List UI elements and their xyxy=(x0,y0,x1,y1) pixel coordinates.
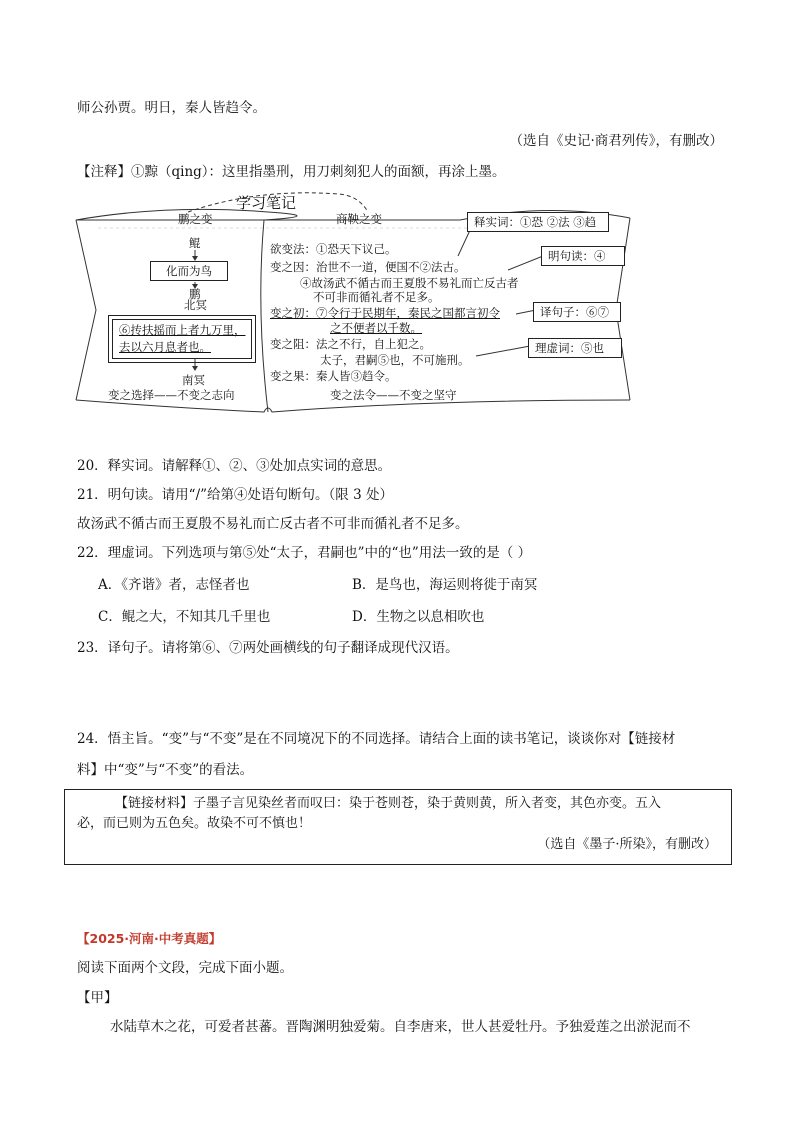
beiming-label: 北冥 xyxy=(184,298,207,312)
link-line-2: 必，而已则为五色矣。故染不可不慎也！ xyxy=(77,816,312,831)
kun-label: 鲲 xyxy=(189,236,201,250)
question-24-line-2: 料】中“变”与“不变”的看法。 xyxy=(77,762,254,778)
passage-source: （选自《史记·商君列传》，有删改） xyxy=(509,133,723,149)
quote-box xyxy=(108,315,256,363)
link-line-1: 【链接材料】子墨子言见染丝者而叹曰：染于苍则苍，染于黄则黄，所入者变，其色亦变。五入 xyxy=(115,796,662,811)
transform-box: 化而为鸟 xyxy=(150,261,228,281)
link-material-box xyxy=(64,789,732,865)
nanming-label: 南冥 xyxy=(182,373,205,387)
option-b[interactable]: B．是鸟也，海运则将徙于南冥 xyxy=(352,577,538,593)
passage-jia-label: 【甲】 xyxy=(77,990,118,1006)
study-notebook-figure xyxy=(68,190,648,420)
right-line-6: 之不便者以千数。 xyxy=(330,321,422,335)
question-20: 20．释实词。请解释①、②、③处加点实词的意思。 xyxy=(77,458,392,474)
passage-last-line: 师公孙贾。明日，秦人皆趋令。 xyxy=(77,100,266,116)
annotation-note: 【注释】①黥（qing）：这里指墨刑，用刀刺刻犯人的面额，再涂上墨。 xyxy=(77,164,506,180)
callout-yijuzi: 译句子：⑥⑦ xyxy=(533,302,621,322)
option-c[interactable]: C．鲲之大，不知其几千里也 xyxy=(98,609,271,625)
question-21-text: 故汤武不循古而王夏殷不易礼而亡反古者不可非而循礼者不足多。 xyxy=(77,516,469,532)
notebook-title: 学习笔记 xyxy=(236,194,297,212)
callout-judou: 明句读：④ xyxy=(541,246,625,266)
peng-label: 鹏 xyxy=(189,287,201,301)
right-line-2: 变之因：治世不一道，便国不②法古。 xyxy=(270,260,466,274)
question-22: 22．理虚词。下列选项与第⑤处“太子，君嗣也”中的“也”用法一致的是（ ） xyxy=(77,545,532,561)
callout-xuci: 理虚词：⑤也 xyxy=(528,338,622,358)
right-line-7: 变之阻：法之不行，自上犯之。 xyxy=(270,337,431,351)
section-instruction: 阅读下面两个文段，完成下面小题。 xyxy=(77,960,293,976)
callout-shici: 释实词：①恐 ②法 ③趋 xyxy=(467,212,609,232)
right-line-4: 不可非而循礼者不足多。 xyxy=(313,290,440,304)
quote-line-1: ⑥抟扶摇而上者九万里， xyxy=(119,323,246,337)
option-d[interactable]: D．生物之以息相吹也 xyxy=(352,609,485,625)
link-source: （选自《墨子·所染》，有删改） xyxy=(537,837,717,852)
right-line-1: 欲变法：①恐天下议己。 xyxy=(270,242,397,256)
exam-tag: 【2025·河南·中考真题】 xyxy=(77,931,222,946)
quote-line-2: 去以六月息者也。 xyxy=(119,340,211,354)
question-24-line-1: 24．悟主旨。“变”与“不变”是在不同境况下的不同选择。请结合上面的读书笔记，谈谈你对【链接材 xyxy=(77,731,676,747)
left-choice: 变之选择——不变之志向 xyxy=(108,388,235,402)
right-line-9: 变之果：秦人皆③趋令。 xyxy=(270,369,397,383)
option-a[interactable]: A．《齐谐》者，志怪者也 xyxy=(98,577,250,593)
question-21: 21．明句读。请用“/”给第④处语句断句。（限 3 处） xyxy=(77,487,393,503)
right-line-3: ④故汤武不循古而王夏殷不易礼而亡反古者 xyxy=(300,276,519,290)
right-line-5: 变之初：⑦令行于民期年，秦民之国都言初令 xyxy=(270,306,500,320)
right-choice: 变之法令——不变之坚守 xyxy=(330,388,457,402)
right-line-8: 太子，君嗣⑤也，不可施刑。 xyxy=(320,353,470,367)
left-page-header: 鹏之变 xyxy=(178,212,213,226)
right-page-header: 商鞅之变 xyxy=(336,212,382,226)
passage-jia-text: 水陆草木之花，可爱者甚蕃。晋陶渊明独爱菊。自李唐来，世人甚爱牡丹。予独爱莲之出淤泥而不 xyxy=(110,1019,691,1035)
question-23: 23．译句子。请将第⑥、⑦两处画横线的句子翻译成现代汉语。 xyxy=(77,640,459,656)
